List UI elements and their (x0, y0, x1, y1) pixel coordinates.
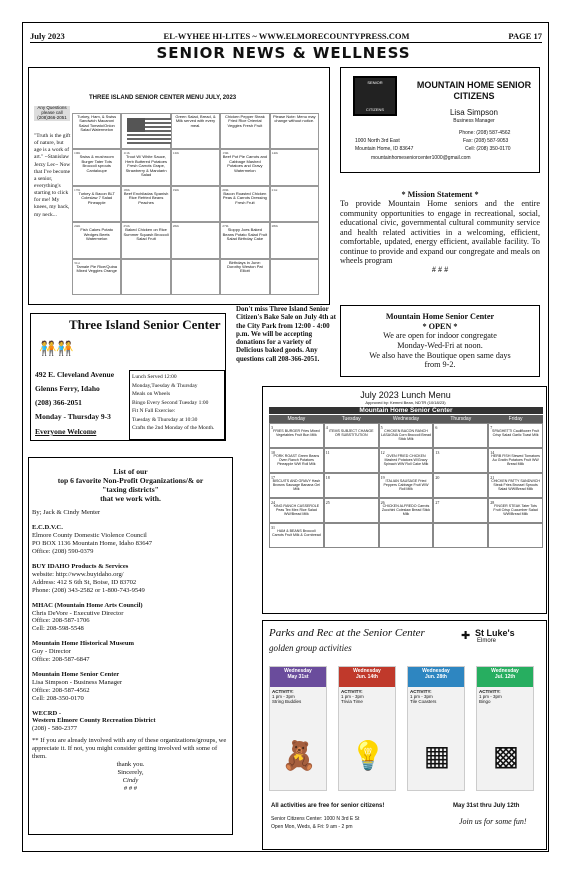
mh-menu-cell (324, 523, 379, 548)
mh-menu-cell (433, 448, 488, 473)
mh-menu-items: OVEN FRIED CHICKEN Mashed Potatoes W/Gravy Spinach WW Roll Cake Milk (383, 454, 429, 466)
menu-cell (72, 222, 121, 258)
menu-items: Baked Chicken on Rice Summer Squash Broccoli Salad Fruit (123, 227, 169, 241)
mh-menu-day: 26 (380, 500, 385, 505)
tisc-title: Three Island Senior Center (69, 317, 221, 332)
tisc-phone: (208) 366-2051 (35, 398, 82, 407)
mh-menu-day: 31 (271, 525, 275, 530)
mh-menu-cell (269, 473, 324, 498)
list-heading-1: List of our (113, 467, 148, 476)
menu-items: Trout W/ White Sauce, Herb Buttered Potatoes Fresh Carrots Grape, Strawberry & Mandarin Salad (125, 154, 167, 177)
menu-day: 28th (271, 224, 278, 229)
list-end: # # # (123, 784, 138, 792)
menu-cell (220, 113, 269, 149)
org-detail: website: http://www.buyidaho.org/ (32, 570, 124, 578)
mh-menu-title: July 2023 Lunch Menu (360, 390, 451, 400)
menu-day: 27th (222, 224, 229, 229)
menu-items: Tamale Pie Rice/Quina Mixed Veggies Orange (76, 263, 118, 273)
org-detail: Office: 208-587-6847 (32, 656, 90, 664)
fax: Fax: (208) 587-9053 (463, 138, 509, 144)
day-header: Tuesday (324, 415, 379, 423)
tisc-hours: Monday - Thursday 9-3 (35, 412, 111, 421)
card-date: Jun. 14th (356, 673, 378, 680)
menu-day: 10th (74, 151, 81, 156)
org-detail: Cell: 208-598-5548 (32, 625, 84, 633)
menu-cell (270, 259, 319, 295)
mission-title: * Mission Statement * (401, 190, 479, 199)
card-activity (270, 687, 326, 706)
menu-day: 11th (123, 151, 130, 156)
mission-end: # # # (431, 265, 449, 275)
parks-hours: Open Mon, Weds, & Fri: 9 am - 2 pm (271, 824, 353, 830)
list-heading-4: that we work with. (100, 494, 161, 504)
card-time: 1 pm - 3pm (410, 694, 433, 699)
menu-grid (72, 113, 319, 295)
mh-menu-cell (379, 473, 434, 498)
mh-menu-cell (269, 423, 324, 448)
page-number: PAGE 17 (508, 30, 542, 41)
open-status: * OPEN * (422, 321, 458, 331)
issue-date: July 2023 (30, 30, 65, 41)
card-activity-name: String Buddies (272, 699, 302, 704)
menu-cell (121, 186, 170, 222)
mh-menu-items: FINGER STEAK Tater Tots Fruit Crisp Cucumber Salad WW/Bread Milk (493, 504, 538, 516)
menu-day: 18th (123, 187, 130, 192)
org-name: Mountain Home Senior Center (32, 670, 120, 678)
mh-menu-items: KING RANCH CASSEROLE Peas Tex Mex Rice Salad WW/Bread Milk (273, 504, 320, 516)
card-date: Jun. 28th (425, 673, 447, 680)
menu-day: 20th (222, 187, 229, 192)
mh-menu-items: ITALIAN SAUSAGE Fried Peppers Cabbage Fruit WW Roll Milk (383, 479, 429, 491)
menu-cell (171, 222, 220, 258)
mh-menu-cell (488, 523, 543, 548)
parks-title: Parks and Rec at the Senior Center (269, 627, 425, 639)
sponsor-name-2: Elmore (477, 638, 497, 644)
menu-cell (171, 113, 220, 149)
org-detail: Phone: (208) 343-2582 or 1-800-743-9549 (32, 586, 145, 594)
org-detail: PO BOX 1136 Mountain Home, Idaho 83647 (32, 540, 153, 548)
email[interactable]: mountainhomeseniorcenter1000@gmail.com (371, 155, 471, 161)
mh-menu-day: 3 (271, 425, 273, 430)
mh-menu-cell (433, 523, 488, 548)
parks-address: Senior Citizens Center: 1000 N 3rd E St (271, 816, 360, 822)
menu-cell (270, 113, 319, 149)
mh-menu-day: 14 (490, 450, 495, 455)
mh-menu-cell (379, 523, 434, 548)
menu-cell (220, 149, 269, 185)
mh-menu-cell (379, 498, 434, 523)
mh-menu-day: 13 (435, 450, 440, 455)
mh-menu-day: 17 (271, 475, 275, 480)
org-entry (32, 524, 229, 556)
card-day: Wednesday (491, 668, 519, 674)
mh-menu-cell (269, 523, 324, 548)
mh-menu-items: ITEMS SUBJECT CHANGE OR SUBSTITUTION (328, 429, 374, 437)
org-detail: Western Elmore County Recreation District (32, 717, 156, 725)
org-detail: Chris DeVore - Executive Director (32, 609, 124, 617)
menu-day: 31st (74, 260, 80, 265)
list-note: ** If you are already involved with any of these organizations/groups, we appreciate it. If not, you might consider getting involved with some of them. (32, 737, 227, 761)
card-day: Wednesday (422, 668, 450, 674)
day-header: Friday (488, 415, 543, 423)
menu-items: Fish Cakes Potato Wedges Beets Watermelon (80, 227, 114, 241)
mh-menu-cell (324, 498, 379, 523)
mh-menu-day: 4 (325, 425, 328, 430)
section-title: SENIOR NEWS & WELLNESS (156, 44, 411, 62)
card-activity (477, 687, 533, 706)
org-name: MOUNTAIN HOME SENIOR CITIZENS (416, 80, 532, 101)
org-name: BUY IDAHO Products & Services (32, 562, 129, 570)
menu-cell (121, 222, 170, 258)
org-detail: Office: (208) 590-0379 (32, 548, 94, 556)
mh-menu-items: SPAGHETTI Cauliflower Fruit Crisp Salad Garlic Toast Milk (492, 429, 540, 437)
menu-day: 19th (172, 187, 180, 192)
menu-cell (72, 149, 121, 185)
menu-items: Green Salad, Bread, & Milk served with every meal. (175, 114, 216, 128)
org-entry (32, 671, 229, 703)
sponsor-name: St Luke's (475, 628, 515, 638)
card-activity (408, 687, 464, 706)
card-time: 1 pm - 3pm (479, 694, 502, 699)
open-line-3: We also have the Boutique open same days (369, 350, 511, 360)
lightbulb-icon: 💡 (350, 741, 386, 772)
bingo-card-icon: ▩ (492, 741, 520, 772)
cell: Cell: (208) 350-0170 (465, 146, 511, 152)
join-text: Join us for some fun! (459, 817, 527, 826)
org-name: E.C.D.V.C. (32, 524, 63, 532)
list-heading-2: top 6 favorite Non-Profit Organizations/& or (57, 476, 204, 486)
mh-menu-day: 25 (325, 500, 330, 505)
activity-card (407, 666, 465, 791)
menu-cell (72, 186, 121, 222)
mh-menu-day: 27 (435, 500, 440, 505)
menu-cell (270, 222, 319, 258)
mh-menu-day: 21 (490, 475, 495, 480)
three-island-menu (28, 67, 330, 305)
mh-menu-day: 10 (271, 450, 275, 455)
menu-items: Swiss & mushroom Burger Tater Tots Broccoli sprouts Cantaloupe (79, 154, 114, 173)
parks-subtitle: golden group activities (269, 643, 352, 653)
menu-items: Please Note: Menu may change without notice. (272, 114, 316, 124)
mh-menu-day: 12 (380, 450, 385, 455)
menu-day: 21st (271, 187, 278, 192)
card-date-band (339, 667, 395, 687)
tile-icon: ▦ (423, 741, 451, 772)
mh-menu-items: FRIES BURGER Fries Mixed Vegetables Fruit Bun Milk (273, 429, 320, 437)
menu-cell (72, 113, 121, 149)
menu-cell (220, 222, 269, 258)
card-date-band (477, 667, 533, 687)
activity-label: ACTIVITY: (410, 689, 432, 694)
org-name: Mountain Home Historical Museum (32, 640, 135, 648)
org-detail: Cell: 208-350-0170 (32, 694, 84, 702)
menu-items: Chicken Pepper Steak Fried Rice Oriental Veggies Fresh Fruit (224, 114, 265, 128)
menu-cell (171, 186, 220, 222)
menu-day: 12th (172, 151, 180, 156)
activity-label: ACTIVITY: (341, 689, 363, 694)
mh-menu-day: 18 (325, 475, 330, 480)
activity-label: ACTIVITY: (272, 689, 294, 694)
menu-cell (121, 149, 170, 185)
menu-day: 14th (271, 151, 278, 156)
menu-day: 25th (123, 224, 130, 229)
mh-menu-items: PORK ROAST Green Beans Oven Ranch Potatoes Pineapple WW Roll Milk (273, 454, 320, 466)
org-detail: Lisa Simpson - Business Manager (32, 678, 123, 686)
open-line-2: Monday-Wed-Fri at noon. (397, 341, 483, 351)
menu-items: Turkey, Ham, & Swiss Sandwich Macaroni Salad Tomato/Onion Salad Watermelon (77, 114, 117, 133)
people-icon: 🧑‍🤝‍🧑🧑‍🤝‍🧑 (39, 342, 74, 357)
tisc-address: 492 E. Cleveland Avenue (35, 370, 115, 379)
address-line-1: 1000 North 3rd East (355, 138, 400, 144)
signature: Cindy (122, 776, 139, 784)
mh-senior-card (340, 67, 540, 173)
manager-role: Business Manager (453, 118, 495, 124)
card-day: Wednesday (284, 668, 312, 674)
menu-cell (171, 149, 220, 185)
mh-menu-cell (324, 448, 379, 473)
org-entry (32, 710, 229, 734)
mh-menu-cell (488, 448, 543, 473)
card-time: 1 pm - 3pm (341, 694, 364, 699)
mh-lunch-menu (262, 386, 547, 614)
card-activity-name: Bingo (479, 699, 491, 704)
mh-menu-cell (488, 498, 543, 523)
mh-menu-cell (324, 473, 379, 498)
day-header: Wednesday (379, 415, 434, 423)
org-list (32, 524, 229, 733)
menu-items: Sloppy Joes Baked Beans Potato Salad Fruit Salad Birthday Cake (222, 227, 268, 241)
org-detail: Office: 208-587-1706 (32, 617, 90, 625)
mh-menu-cell (488, 473, 543, 498)
mh-menu-center: Mountain Home Senior Center (269, 407, 543, 414)
cross-icon: ✚ (461, 630, 471, 642)
org-detail: Address: 412 S 6th St, Boise, ID 83702 (32, 578, 137, 586)
activity-card (476, 666, 534, 791)
menu-day: 13th (222, 151, 229, 156)
parks-dates: May 31st thru July 12th (453, 803, 520, 809)
page-header (30, 29, 542, 43)
list-byline: By; Jack & Cindy Menter (32, 509, 101, 517)
tisc-city: Glenns Ferry, Idaho (35, 384, 100, 393)
mh-menu-cell (269, 498, 324, 523)
mh-menu-items: BISCUITS AND GRAVY Hash Browns Sausage Banana Gel Milk (272, 479, 321, 491)
mission-body: To provide Mountain Home seniors and the entire community opportunities to engage in recreational, social, educational civic, governmental cultural community service and health related activities in a welcoming, efficient, comfortable, updated, energy efficient, available facility. To continue to provide and expand our congregate and meals on wheels program (340, 199, 540, 265)
list-thanks: thank you. (116, 761, 145, 768)
menu-cell (171, 259, 220, 295)
mh-menu-cell (433, 423, 488, 448)
activity-label: ACTIVITY: (479, 689, 501, 694)
doll-icon: 🧸 (281, 741, 317, 772)
mh-menu-items: HERB FISH Stewed Tomatoes Au Gratin Potatoes Fruit WW Bread Milk (491, 454, 540, 466)
menu-cell (220, 259, 269, 295)
org-entry (32, 563, 229, 595)
mh-menu-day: 19 (380, 475, 385, 480)
mh-menu-cell (379, 423, 434, 448)
menu-day: 24th (74, 224, 81, 229)
card-time: 1 pm - 3pm (272, 694, 295, 699)
mh-menu-grid (269, 415, 543, 548)
org-detail: Office: 208-587-4562 (32, 686, 90, 694)
mh-menu-cell (379, 448, 434, 473)
org-name: WECRD - (32, 709, 62, 717)
card-activity-name: Tile Coasters (410, 699, 437, 704)
card-date: Jul. 12th (494, 673, 516, 680)
free-notice: All activities are free for senior citizens! (271, 803, 385, 809)
senior-citizens-sign-icon: SENIOR CITIZENS (353, 76, 397, 116)
masthead: EL-WYHEE HI-LITES ~ WWW.ELMORECOUNTYPRESS.COM (163, 30, 410, 41)
address-line-2: Mountain Home, ID 83647 (355, 146, 414, 152)
card-date-band (270, 667, 326, 687)
mh-menu-day: 28 (490, 500, 495, 505)
mh-menu-day: 6 (435, 425, 438, 430)
org-detail: Elmore County Domestic Violence Council (32, 532, 147, 540)
menu-items: Turkey & Bacon BLT Coleslaw 7 Salad Pineapple (78, 190, 115, 205)
open-line-4: from 9-2. (424, 360, 456, 370)
mh-menu-approved: Approved by: Kemmi Bean, NDTR (10/18/23) (365, 400, 446, 405)
menu-cell (270, 149, 319, 185)
mh-menu-items: CHICKEN PATTY SANDWICH Steak Fries Brussel Sprouts Salad WW/Bread Milk (491, 479, 540, 491)
phone: Phone: (208) 587-4562 (459, 130, 511, 136)
menu-cell (121, 259, 170, 295)
open-line-1: We are open for indoor congregate (383, 331, 497, 341)
mh-menu-day: 11 (325, 450, 330, 455)
tisc-welcome: Everyone Welcome (35, 427, 97, 436)
day-header: Monday (269, 415, 324, 423)
mh-menu-items: CHICKEN BACON RANCH LASAGNA Corn Broccoli Bread Stick Milk (381, 429, 431, 441)
flag-icon (127, 118, 171, 144)
tisc-ad (30, 313, 226, 441)
open-notice (340, 305, 540, 377)
list-heading-3: "taxing districts" (102, 485, 159, 495)
mh-menu-items: HAM & BEANS Broccoli Carrots Fruit Milk & Cornbread (272, 529, 321, 537)
org-detail: (208) - 580-2377 (32, 725, 78, 733)
card-activity (339, 687, 395, 706)
mh-menu-cell (488, 423, 543, 448)
list-sincerely: Sincerely, (117, 768, 144, 776)
mh-menu-cell (324, 423, 379, 448)
manager-name: Lisa Simpson (449, 108, 499, 117)
activity-card (269, 666, 327, 791)
card-day: Wednesday (353, 668, 381, 674)
card-activity-name: Trivia Time (341, 699, 363, 704)
menu-day: 17th (74, 187, 81, 192)
menu-side-top: Any Questions please call (208)366-2051 (34, 106, 70, 121)
mh-menu-items: CHICKEN ALFREDO Carrots Zucchini Coleslaw Bread Stick Milk (381, 504, 431, 516)
mh-menu-day: 24 (271, 500, 275, 505)
org-detail: Guy - Director (32, 648, 71, 656)
open-title: Mountain Home Senior Center (385, 312, 495, 321)
menu-items: Birthdays in June: Dorothy Weston Pat Elliott (227, 259, 263, 274)
menu-side-quote: "Truth is the gift of nature, but age is a work of art." ~Stanislaw Jerzy Lec~ Now that I've become a senior, everything's starting to click for me! My knees, my back, my neck... (34, 133, 71, 218)
org-entry (32, 602, 229, 634)
mh-menu-day: 5 (380, 425, 383, 430)
menu-items: Beef Enchiladas Spanish Rice Refried Beans Peaches (123, 190, 169, 205)
mh-menu-cell (433, 498, 488, 523)
nonprofit-list (28, 457, 233, 835)
mission-statement (340, 190, 540, 275)
mh-menu-cell (433, 473, 488, 498)
mh-menu-day: 7 (490, 425, 493, 430)
bake-sale-notice: Don't miss Three Island Senior Citizen's Bake Sale on July 4th at the City Park from 12:00 - 4:00 p.m. We will be accepting donations for a variety of Delicious baked goods. Any questions call 208-366-2051. (236, 305, 336, 363)
mh-menu-day: 20 (435, 475, 440, 480)
org-name: MHAC (Mountain Home Arts Council) (32, 601, 143, 609)
menu-cell (72, 259, 121, 295)
parks-rec-flyer (262, 620, 547, 850)
card-date-band (408, 667, 464, 687)
menu-cell (270, 186, 319, 222)
menu-title: THREE ISLAND SENIOR CENTER MENU JULY, 2023 (89, 95, 237, 101)
mh-menu-cell (269, 448, 324, 473)
day-header: Thursday (433, 415, 488, 423)
org-entry (32, 640, 229, 664)
tisc-schedule: Lunch Served 12:00 Monday,Tuesday & Thursday Meals on Wheels Bingo Every Second Tuesday 1:00 Fit N Fall Exercise: Tuesday & Thursday at 10:30 Crafts the 2nd Monday of the Month. (129, 370, 225, 440)
menu-items: Beef Pot Pie Carrots and Cabbage Mashed Potatoes and Gravy Watermelon (222, 154, 268, 173)
menu-cell (220, 186, 269, 222)
activity-card (338, 666, 396, 791)
menu-items: Bacon Roasted Chicken Peas & Carrots Dressing Fresh Fruit (222, 190, 267, 205)
menu-day: 26th (172, 224, 180, 229)
card-date: May 31st (287, 673, 309, 680)
